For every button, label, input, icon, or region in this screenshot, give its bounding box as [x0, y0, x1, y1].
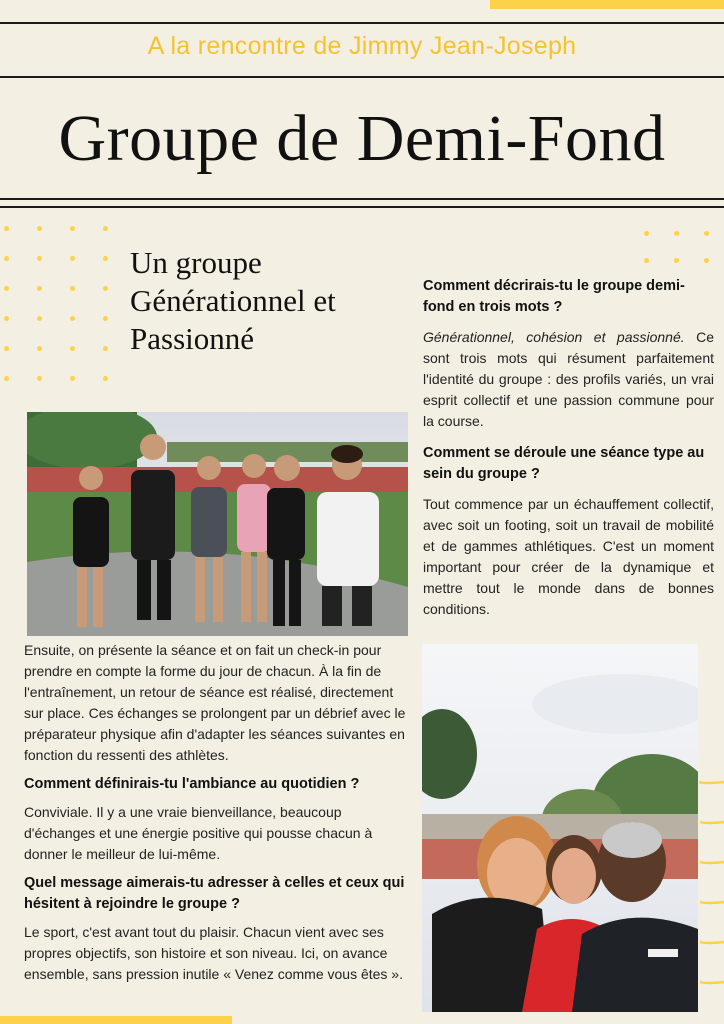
bottom-accent-bar: [0, 1016, 232, 1024]
header-rule-mid: [0, 76, 724, 78]
answer-three-words: [423, 327, 714, 432]
selfie-photo: [422, 644, 698, 1012]
question-typical-session: Comment se déroule une séance type au sein du groupe ?: [423, 445, 705, 482]
selfie-photo-illustration: [422, 644, 698, 1012]
answer-three-words-emphasis: Générationnel, cohésion et passionné.: [423, 329, 685, 345]
question-message: Quel message aimerais-tu adresser à celles et ceux qui hésitent à rejoindre le groupe ?: [24, 875, 405, 912]
group-photo-illustration: [27, 412, 408, 636]
header-rule-top: [0, 22, 724, 24]
answer-message: Le sport, c'est avant tout du plaisir. Chacun vient avec ses propres objectifs, son histoire et son niveau. Ici, on avance ensemble, sans pression inutile « Venez comme vous êtes ».: [24, 924, 403, 982]
question-three-words: Comment décrirais-tu le groupe demi-fond en trois mots ?: [423, 278, 685, 315]
decorative-curves: [694, 774, 724, 1024]
section-heading-line-1: Un groupe: [130, 245, 262, 280]
answer-atmosphere: Conviviale. Il y a une vraie bienveillance, beaucoup d'échanges et une énergie positive qui pousse chacun à donner le meilleur de lui-même.: [24, 804, 373, 862]
group-photo: [27, 412, 408, 636]
page-title: Groupe de Demi-Fond: [58, 102, 666, 175]
header-rule-bottom-1: [0, 198, 724, 200]
answer-three-words-text: Ce sont trois mots qui résument parfaitement l'identité du groupe : des profils variés, un vrai esprit collectif et une passion commune pour la course.: [423, 329, 714, 429]
section-heading-line-2: Générationnel et: [130, 283, 336, 318]
dot-grid-left: [4, 226, 108, 381]
section-heading: [130, 244, 420, 358]
session-continued-paragraph: Ensuite, on présente la séance et on fait un check-in pour prendre en compte la forme du jour de chacun. À la fin de l'entraînement, un retour de séance est réalisé, directement sur place. Ces échanges se prolongent par un débrief avec le préparateur physique afin d'adapter les séances suivantes en fonction du ressenti des athlètes.: [24, 642, 406, 763]
left-column: [24, 640, 412, 985]
question-atmosphere: Comment définirais-tu l'ambiance au quotidien ?: [24, 776, 360, 792]
top-accent-bar: [490, 0, 724, 9]
right-column: [423, 276, 714, 620]
header-subtitle: A la rencontre de Jimmy Jean-Joseph: [147, 32, 577, 60]
dot-grid-right: [644, 231, 709, 263]
header-rule-bottom-2: [0, 206, 724, 208]
answer-typical-session: Tout commence par un échauffement collectif, avec soit un footing, soit un travail de mobilité et de gammes athlétiques. C'est un moment important pour créer de la dynamique et mettre tout le monde dans de bonnes conditions.: [423, 496, 714, 617]
section-heading-line-3: Passionné: [130, 321, 254, 356]
